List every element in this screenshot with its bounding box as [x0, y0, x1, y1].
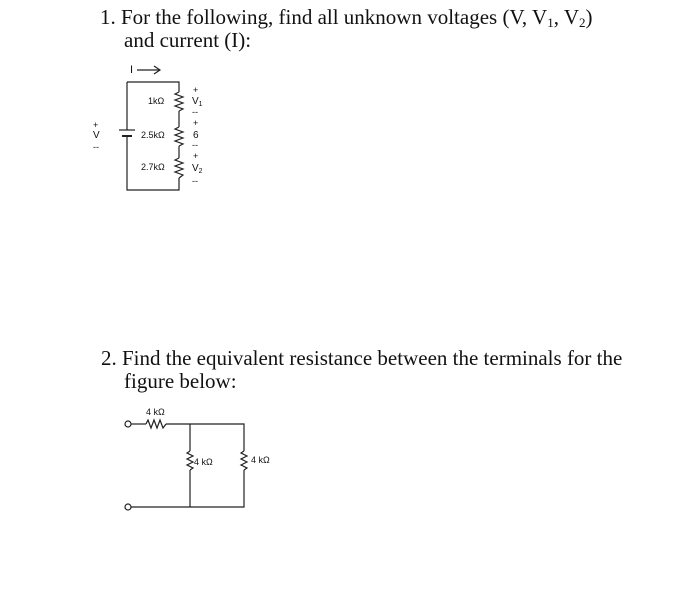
- question-1-line-2: and current (I):: [124, 28, 252, 52]
- v2-plus: +: [193, 151, 199, 161]
- resistor-top-label: 4 kΩ: [146, 407, 165, 417]
- resistor-mid-4k: [187, 451, 193, 470]
- resistor-right-4k: [241, 451, 247, 470]
- resistor-2-7k-label: 2.7kΩ: [141, 162, 165, 172]
- question-1-text: For the following, find all unknown voltages (V, V: [121, 5, 548, 29]
- circuit-1-top-wire: [127, 82, 179, 92]
- resistor-2-5k-label: 2.5kΩ: [141, 130, 165, 140]
- v2-subscript: 2: [579, 15, 586, 30]
- source-minus: --: [93, 142, 99, 152]
- current-label: I: [130, 64, 134, 76]
- v-mid-label: 6: [193, 130, 199, 141]
- resistor-2-7k: [175, 158, 183, 178]
- v-mid-minus: --: [192, 140, 198, 150]
- source-label: V: [93, 130, 100, 141]
- source-plus: +: [93, 120, 99, 130]
- resistor-1k: [175, 92, 183, 111]
- question-1-comma: , V: [553, 5, 579, 29]
- terminal-b: [125, 504, 131, 510]
- v1-plus: +: [193, 85, 199, 95]
- circuit-2-bottom-wire: [131, 470, 244, 507]
- resistor-1k-label: 1kΩ: [148, 96, 165, 106]
- question-2-line-2: figure below:: [124, 369, 237, 393]
- question-2-line-1: 2. Find the equivalent resistance between the terminals for the: [101, 346, 623, 370]
- resistor-mid-label: 4 kΩ: [194, 457, 213, 467]
- v1-label: $V_1$: [192, 96, 203, 108]
- question-1-close-paren: ): [585, 5, 593, 29]
- v2-minus: --: [192, 176, 198, 186]
- v1-minus: --: [192, 107, 198, 117]
- terminal-a: [125, 421, 131, 427]
- v1-subscript: 1: [547, 15, 554, 30]
- circuit-2: [125, 420, 247, 510]
- v2-label: $V_2$: [192, 163, 203, 175]
- question-1-number: 1.: [100, 5, 116, 29]
- resistor-2-5k: [175, 127, 183, 146]
- resistor-right-label: 4 kΩ: [251, 455, 270, 465]
- resistor-top-4k: [146, 420, 166, 428]
- circuit-2-top-wire: [166, 424, 244, 451]
- v-mid-plus: +: [193, 118, 199, 128]
